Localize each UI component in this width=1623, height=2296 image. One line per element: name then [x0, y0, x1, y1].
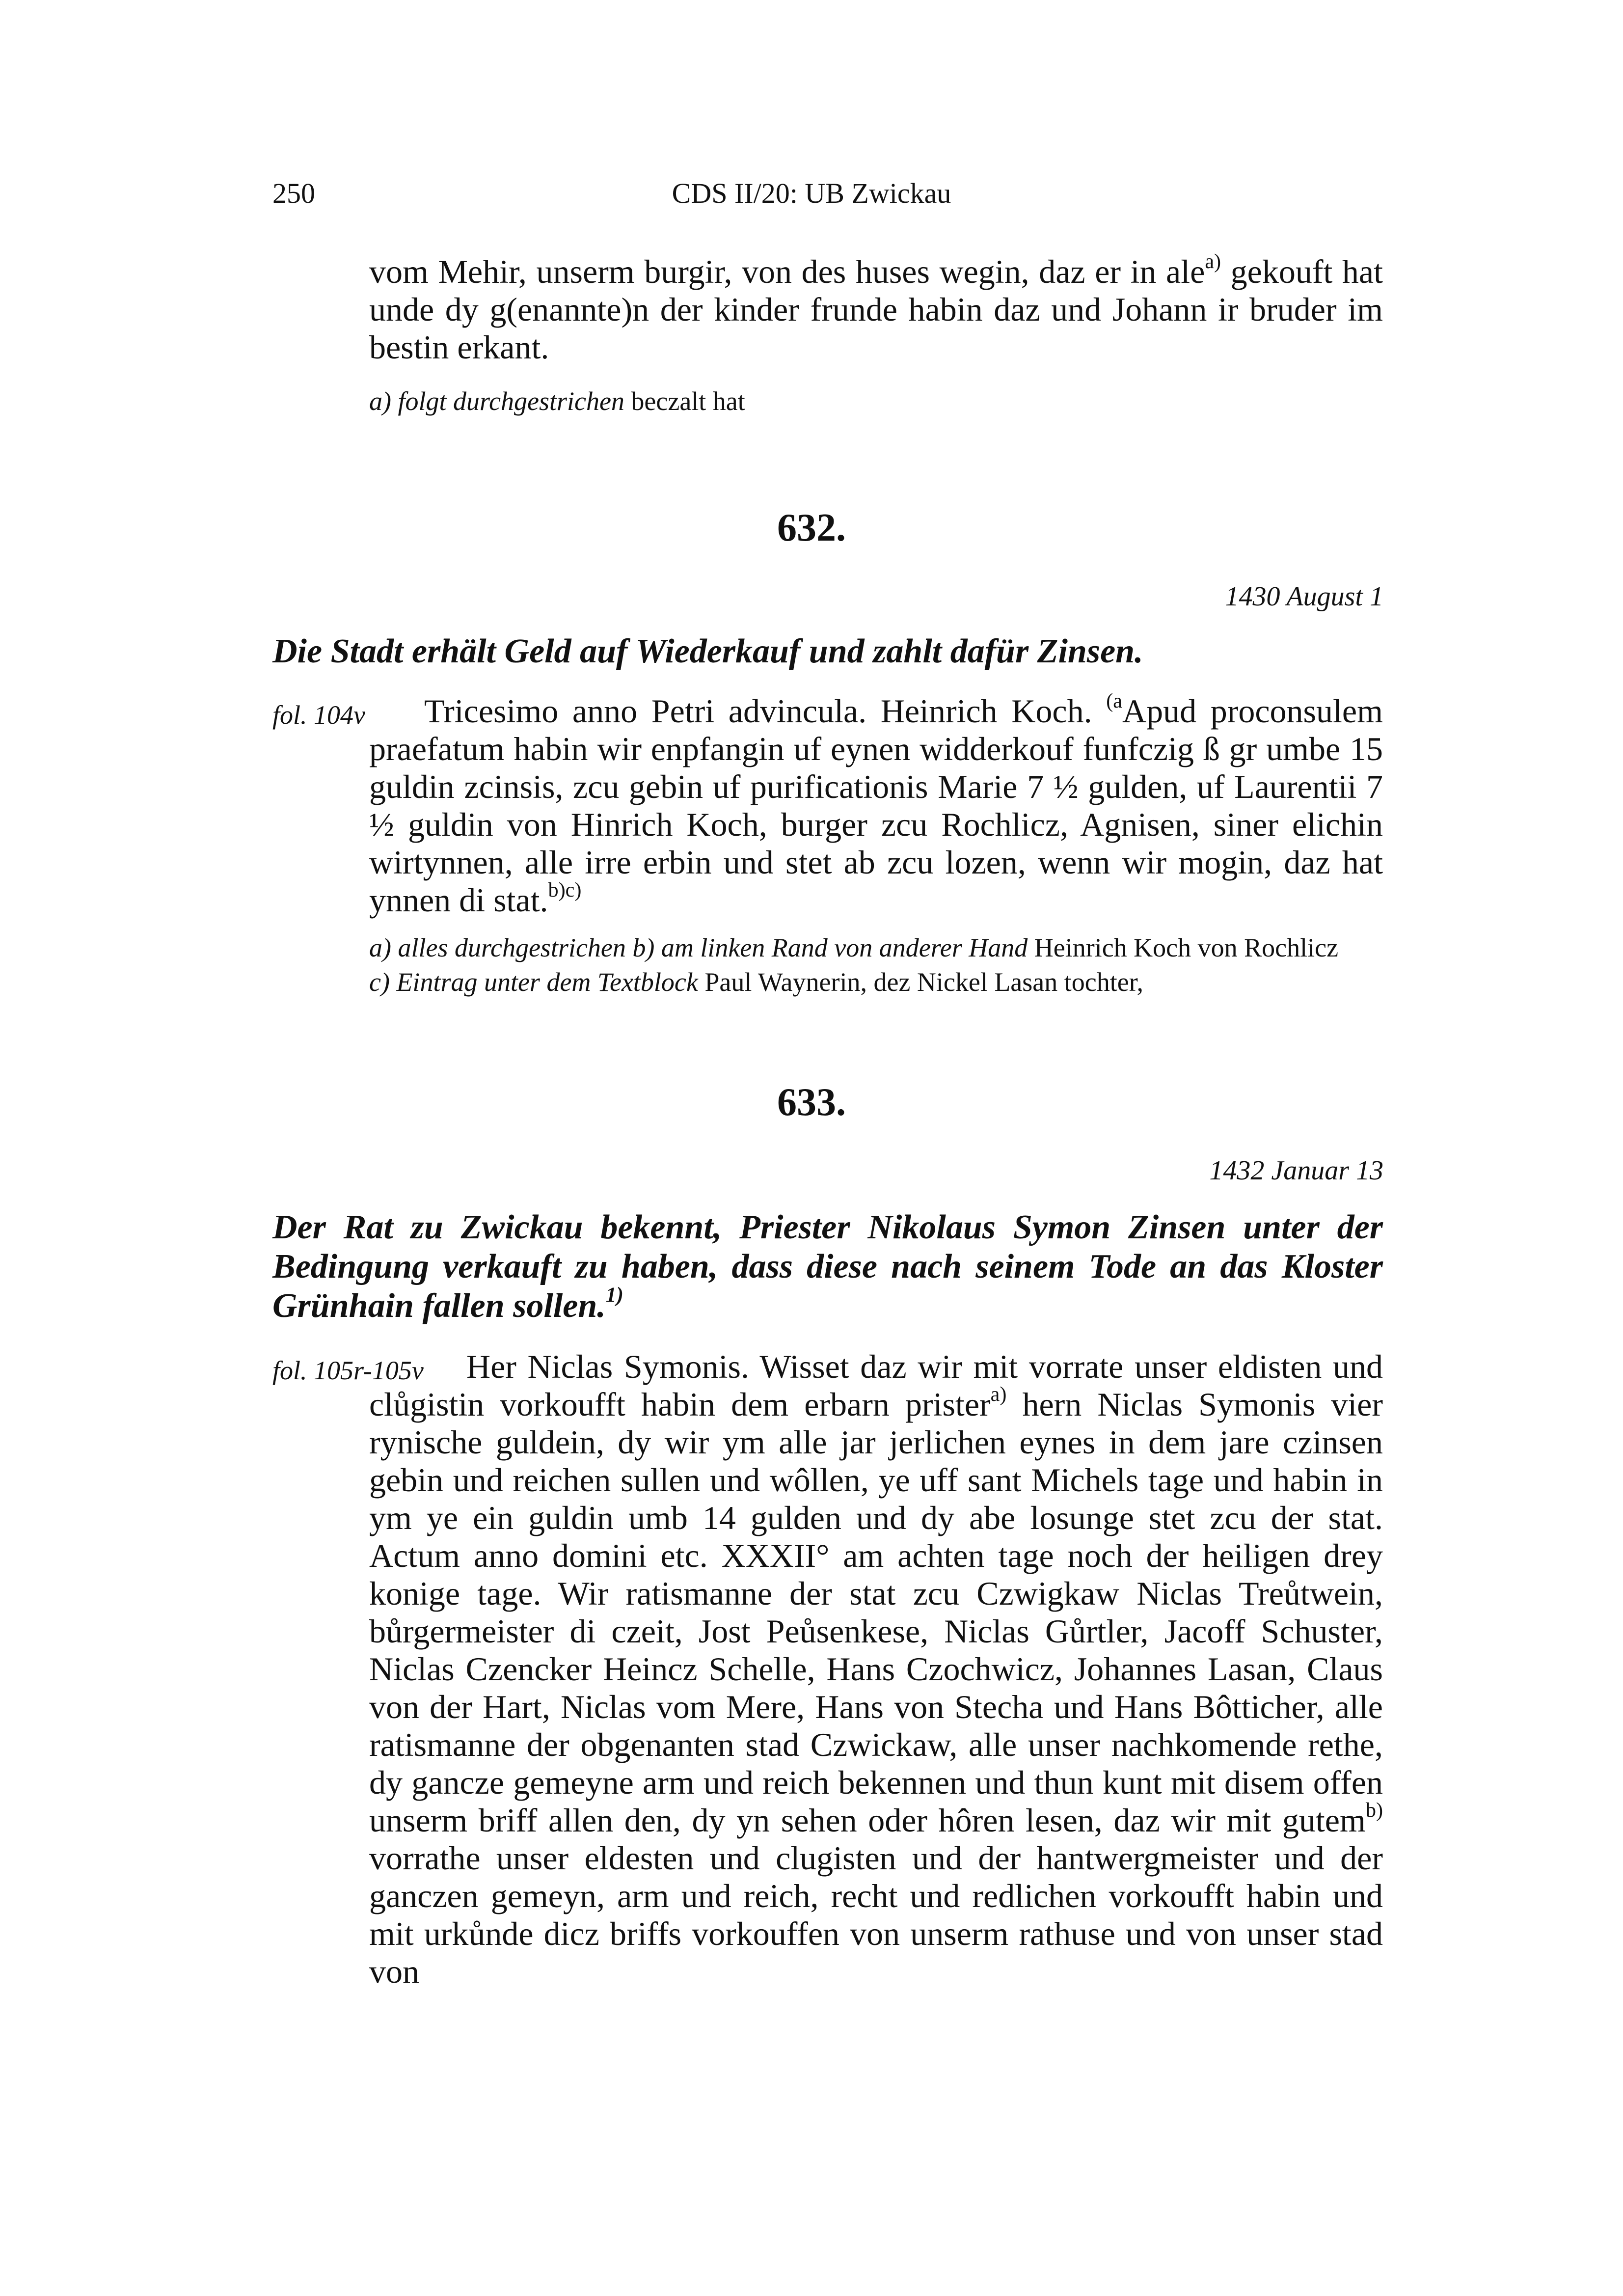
document-number-632: 632.: [777, 506, 846, 549]
footnote-text: Heinrich Koch von Rochlicz: [1028, 933, 1339, 962]
footnote-marker: b)c): [548, 878, 582, 902]
running-title: CDS II/20: UB Zwickau: [672, 177, 951, 209]
document-date-633: 1432 Januar 13: [1209, 1155, 1383, 1186]
document-number-633: 633.: [777, 1081, 846, 1124]
page-number: 250: [272, 177, 315, 209]
document-text-part: Tricesimo anno Petri advincula. Heinrich Koch.: [424, 692, 1107, 730]
continuation-text: [369, 250, 1383, 366]
footnote: [369, 384, 745, 418]
continuation-text-part: gekouft hat unde dy g(enannte)n der kinder frunde habin daz und Johann ir bruder im bestin erkant.: [369, 253, 1383, 366]
document-text-632: [369, 689, 1383, 919]
document-text-part: Her Niclas Symonis. Wisset daz wir mit vorrate unser eldisten und clůgistin vorkoufft habin dem erbarn prister: [369, 1348, 1383, 1423]
footnotes-632: [369, 930, 1383, 999]
footnote-label: a) alles durchgestrichen b) am linken Rand von anderer Hand: [369, 933, 1028, 962]
footnote-marker: a): [1205, 250, 1221, 273]
document-text-part: Apud proconsulem praefatum habin wir enpfangin uf eynen widderkouf funfczig ß gr umbe 15 guldin zcinsis, zcu gebin uf purificationis Marie 7 ½ gulden, uf Laurentii 7 ½ guldin von Hinrich Koch, burger zcu Rochlicz, Agnisen, siner elichin wirtynnen, alle irre erbin und stet ab zcu lozen, wenn wir mogin, daz hat ynnen di stat.: [369, 692, 1383, 919]
footnote-label: c) Eintrag unter dem Textblock: [369, 967, 698, 997]
folio-reference-632: fol. 104v: [272, 700, 365, 730]
footnote-marker: b): [1365, 1799, 1383, 1822]
regest-text: Der Rat zu Zwickau bekennt, Priester Nikolaus Symon Zinsen unter der Bedingung verkauft zu haben, dass diese nach seinem Tode an das Kloster Grünhain fallen sollen.: [272, 1208, 1383, 1325]
document-text-part: vorrathe unser eldesten und clugisten und der hantwergmeister und der ganczen gemeyn, arm und reich, recht und redlichen vorkoufft habin und mit urkůnde dicz briffs vorkouffen von unserm rathuse und von unser stad von: [369, 1839, 1383, 1990]
footnote-text: beczalt hat: [624, 386, 745, 416]
footnote: [369, 965, 1383, 999]
footnote-label: a) folgt durchgestrichen: [369, 386, 624, 416]
footnote-text: Paul Waynerin, dez Nickel Lasan tochter,: [698, 967, 1144, 997]
document-text-part: hern Niclas Symonis vier rynische guldein, dy wir ym alle jar jerlichen eynes in dem jare czinsen gebin und reichen sullen und wôllen, ye uff sant Michels tage und habin in ym ye ein guldin umb 14 gulden und dy abe losunge stet zcu der stat. Actum anno domini etc. XXXII° am achten tage noch der heiligen drey konige tage. Wir ratismanne der stat zcu Czwigkaw Niclas Treůtwein, bůrgermeister di czeit, Jost Peůsenkese, Niclas Gůrtler, Jacoff Schuster, Niclas Czencker Heincz Schelle, Hans Czochwicz, Johannes Lasan, Claus von der Hart, Niclas vom Mere, Hans von Stecha und Hans Bôtticher, alle ratismanne der obgenanten stad Czwickaw, alle unser nachkomende rethe, dy gancze gemeyne arm und reich bekennen und thun kunt mit disem offen unserm briff allen den, dy yn sehen oder hôren lesen, daz wir mit gutem: [369, 1386, 1383, 1839]
footnote: [369, 930, 1383, 965]
regest-633: [272, 1208, 1383, 1326]
footnote-marker: (a: [1106, 689, 1122, 713]
document-date-632: 1430 August 1: [1225, 581, 1383, 612]
document-text-633: [369, 1348, 1383, 1991]
continuation-text-part: vom Mehir, unserm burgir, von des huses wegin, daz er in ale: [369, 253, 1205, 290]
folio-reference-633: fol. 105r-105v: [272, 1356, 424, 1385]
footnote-marker: 1): [605, 1283, 623, 1307]
footnote-marker: a): [990, 1383, 1007, 1406]
regest-632: Die Stadt erhält Geld auf Wiederkauf und zahlt dafür Zinsen.: [272, 632, 1143, 670]
